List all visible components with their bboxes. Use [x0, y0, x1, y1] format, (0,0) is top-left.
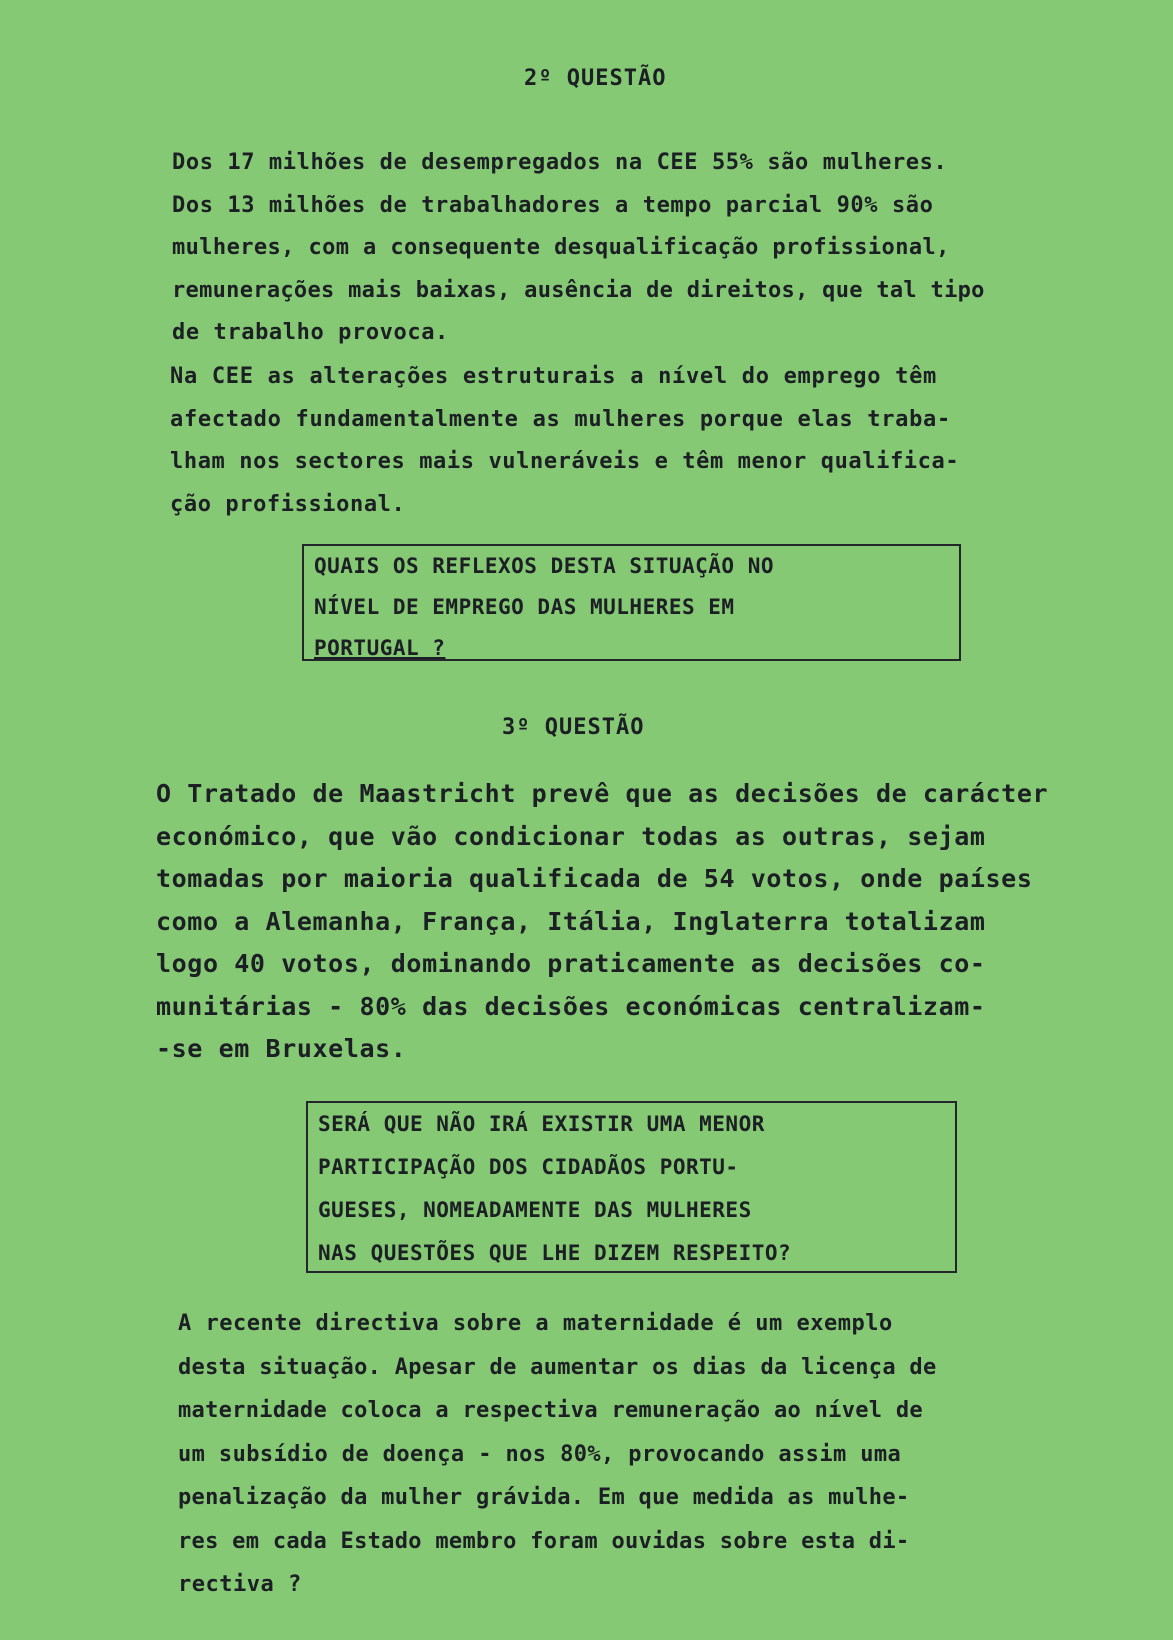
text-line: maternidade coloca a respectiva remuneração ao nível de	[178, 1398, 923, 1423]
section-2-paragraph-1	[172, 142, 985, 355]
box-line: SERÁ QUE NÃO IRÁ EXISTIR UMA MENOR	[318, 1112, 765, 1136]
section-3-paragraph-2	[178, 1302, 937, 1607]
text-line: económico, que vão condicionar todas as outras, sejam	[156, 821, 986, 851]
text-line: O Tratado de Maastricht prevê que as decisões de carácter	[156, 779, 1049, 808]
section-2-heading: 2º QUESTÃO	[524, 66, 667, 91]
text-line: -se em Bruxelas.	[156, 1034, 407, 1063]
box-line: PORTUGAL ?	[314, 636, 446, 660]
section-2-question-box	[302, 544, 961, 661]
text-line: logo 40 votos, dominando praticamente as decisões co-	[156, 949, 986, 978]
text-line: res em cada Estado membro foram ouvidas sobre esta di-	[178, 1528, 910, 1554]
text-line: Dos 13 milhões de trabalhadores a tempo parcial 90% são	[172, 192, 934, 218]
text-line: Dos 17 milhões de desempregados na CEE 55% são mulheres.	[172, 150, 948, 175]
box-line: NAS QUESTÕES QUE LHE DIZEM RESPEITO?	[318, 1241, 792, 1265]
box-line: NÍVEL DE EMPREGO DAS MULHERES EM	[314, 595, 735, 619]
text-line: de trabalho provoca.	[172, 320, 449, 345]
text-line: lham nos sectores mais vulneráveis e têm menor qualifica-	[170, 449, 960, 474]
box-line: GUESES, NOMEADAMENTE DAS MULHERES	[318, 1198, 752, 1222]
text-line: ção profissional.	[170, 491, 406, 517]
box-line: PARTICIPAÇÃO DOS CIDADÃOS PORTU-	[318, 1155, 739, 1179]
text-line: munitárias - 80% das decisões económicas centralizam-	[156, 991, 986, 1021]
text-line: afectado fundamentalmente as mulheres porque elas traba-	[170, 406, 951, 432]
text-line: tomadas por maioria qualificada de 54 votos, onde países	[156, 864, 1033, 893]
text-line: A recente directiva sobre a maternidade é um exemplo	[178, 1311, 893, 1336]
text-line: penalização da mulher grávida. Em que medida as mulhe-	[178, 1485, 910, 1510]
section-3-question-box	[306, 1101, 957, 1273]
text-line: desta situação. Apesar de aumentar os dias da licença de	[178, 1354, 937, 1380]
text-line: um subsídio de doença - nos 80%, provocando assim uma	[178, 1441, 902, 1467]
text-line: rectiva ?	[178, 1572, 302, 1597]
section-3-paragraph-1	[156, 773, 1048, 1071]
text-line: Na CEE as alterações estruturais a nível do emprego têm	[170, 364, 937, 389]
text-line: remunerações mais baixas, ausência de direitos, que tal tipo	[172, 277, 985, 303]
section-3-heading: 3º QUESTÃO	[502, 715, 645, 740]
box-line: QUAIS OS REFLEXOS DESTA SITUAÇÃO NO	[314, 554, 775, 578]
section-2-paragraph-2	[170, 356, 959, 526]
text-line: mulheres, com a consequente desqualificação profissional,	[172, 235, 950, 260]
text-line: como a Alemanha, França, Itália, Inglaterra totalizam	[156, 906, 986, 936]
